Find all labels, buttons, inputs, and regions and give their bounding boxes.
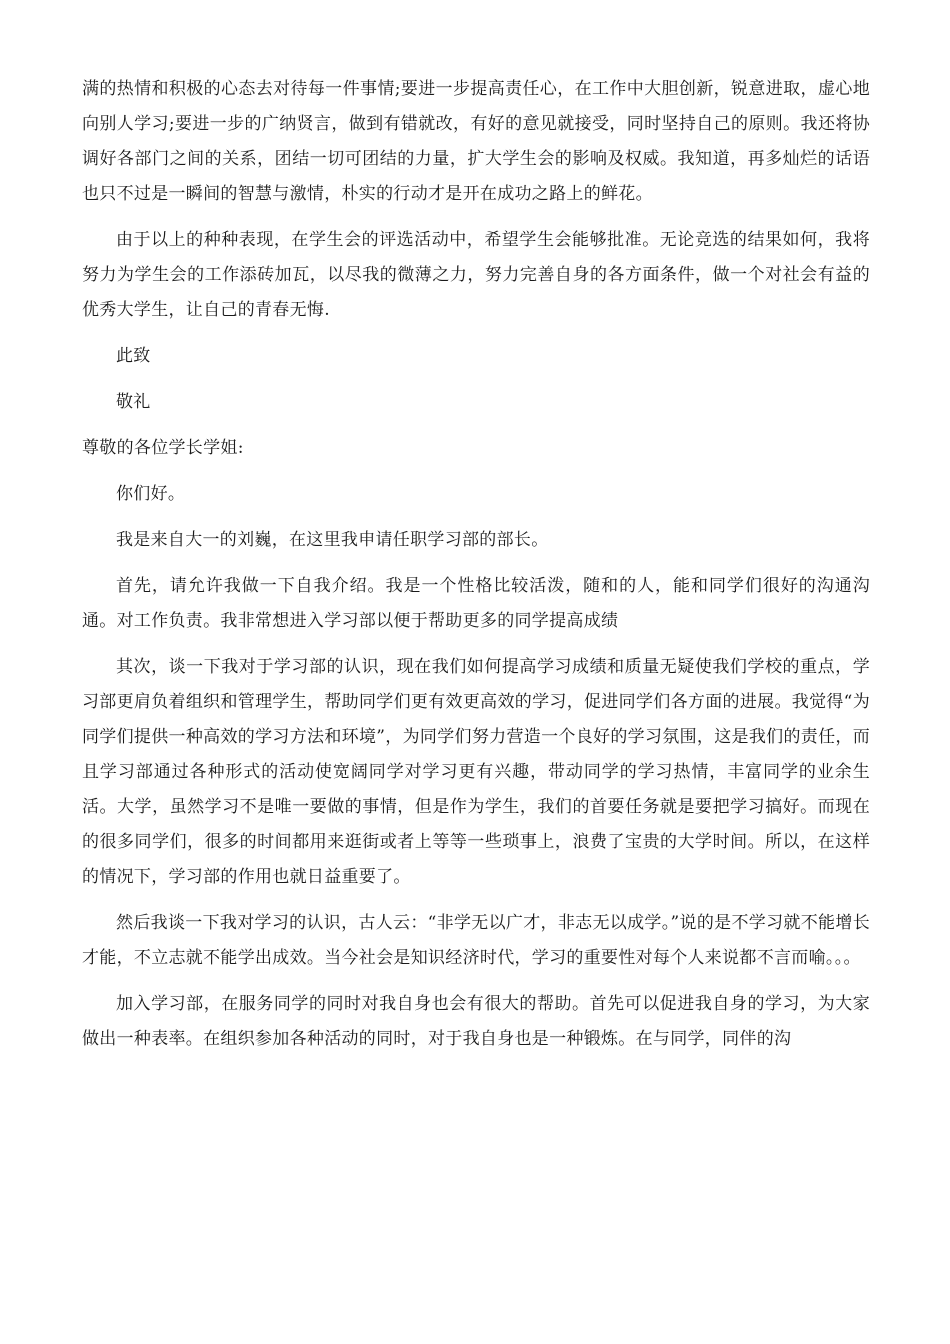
paragraph-joining-benefits: 加入学习部，在服务同学的同时对我自身也会有很大的帮助。首先可以促进我自身的学习，为大家做出一种表率。在组织参加各种活动的同时，对于我自身也是一种锻炼。在与同学，同伴的沟 — [82, 994, 870, 1049]
greeting-hello: 你们好。 — [116, 484, 186, 504]
paragraph-1: 满的热情和积极的心态去对待每一件事情;要进一步提高责任心，在工作中大胆创新，锐意进取，虚心地向别人学习;要进一步的广纳贤言，做到有错就改，有好的意见就接受，同时坚持自己的原则。我还将协调好各部门之间的关系，团结一切可团结的力量，扩大学生会的影响及权威。我知道，再多灿烂的话语也只不过是一瞬间的智慧与激情，朴实的行动才是开在成功之路上的鲜花。 — [82, 79, 870, 204]
document-page — [82, 72, 870, 1068]
paragraph-intro: 我是来自大一的刘巍，在这里我申请任职学习部的部长。 — [116, 530, 549, 550]
paragraph-learning-understanding: 然后我谈一下我对学习的认识，古人云：“非学无以广才，非志无以成学。”说的是不学习就不能增长才能，不立志就不能学出成效。当今社会是知识经济时代，学习的重要性对每个人来说都不言而喻。。。 — [82, 913, 870, 968]
greeting-address: 尊敬的各位学长学姐: — [82, 438, 244, 458]
paragraph-2: 由于以上的种种表现，在学生会的评选活动中，希望学生会能够批准。无论竞选的结果如何，我将努力为学生会的工作添砖加瓦，以尽我的微薄之力，努力完善自身的各方面条件，做一个对社会有益的优秀大学生，让自己的青春无悔. — [82, 230, 870, 320]
paragraph-department-understanding: 其次，谈一下我对于学习部的认识，现在我们如何提高学习成绩和质量无疑使我们学校的重点，学习部更肩负着组织和管理学生，帮助同学们更有效更高效的学习，促进同学们各方面的进展。我觉得“为同学们提供一种高效的学习方法和环境”，为同学们努力营造一个良好的学习氛围，这是我们的责任，而且学习部通过各种形式的活动使宽阔同学对学习更有兴趣，带动同学的学习热情，丰富同学的业余生活。大学，虽然学习不是唯一要做的事情，但是作为学生，我们的首要任务就是要把学习搞好。而现在的很多同学们，很多的时间都用来逛街或者上等等一些琐事上，浪费了宝贵的大学时间。所以，在这样的情况下，学习部的作用也就日益重要了。 — [82, 657, 870, 887]
paragraph-self-introduction: 首先，请允许我做一下自我介绍。我是一个性格比较活泼，随和的人，能和同学们很好的沟通沟通。对工作负责。我非常想进入学习部以便于帮助更多的同学提高成绩 — [82, 576, 870, 631]
closing-regards: 敬礼 — [116, 392, 151, 412]
closing-salutation: 此致 — [116, 346, 151, 366]
